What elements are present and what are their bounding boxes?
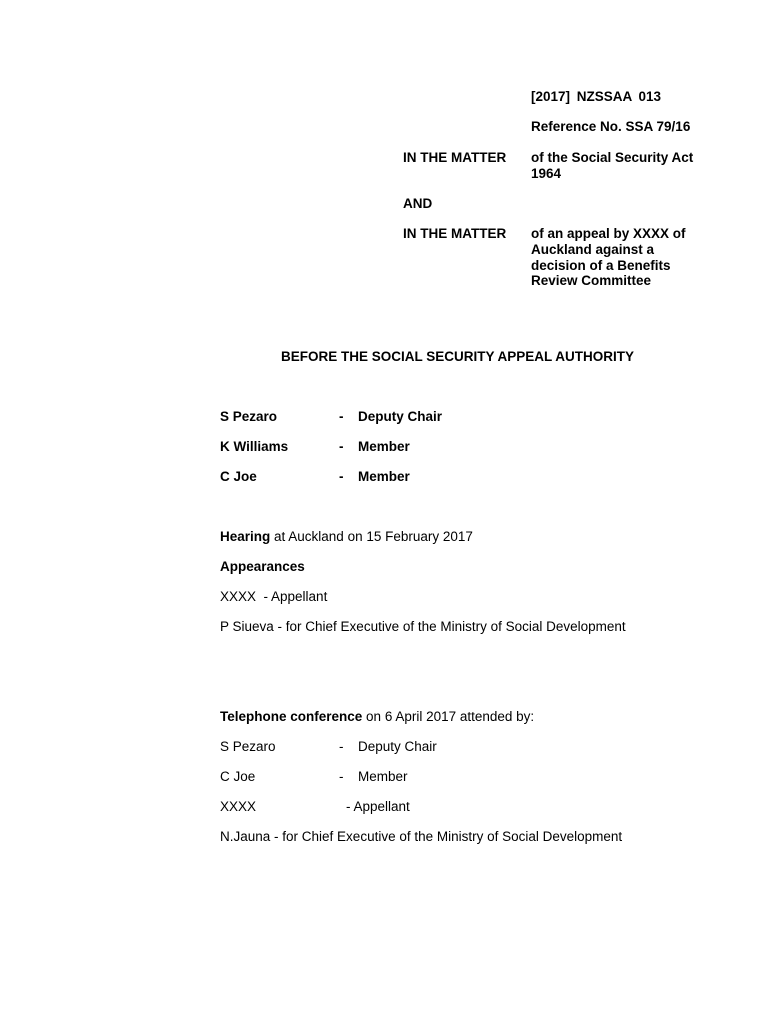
hearing-line [220, 529, 473, 545]
matter-text-2-line-2: Auckland against a [531, 242, 655, 257]
matter-text-1-line-2: 1964 [531, 166, 562, 181]
matter-text-2-line-4: Review Committee [531, 273, 652, 288]
attendee-name: S Pezaro [220, 739, 276, 754]
member-name: K Williams [220, 439, 289, 454]
attendee-dash: - [339, 769, 344, 784]
attendee-role: - Appellant [346, 799, 410, 814]
appearance-line: XXXX - Appellant [220, 589, 328, 604]
matter-text-2-line-1: of an appeal by XXXX of [531, 226, 686, 241]
telephone-line [220, 709, 534, 725]
member-name: S Pezaro [220, 409, 278, 424]
telephone-text: on 6 April 2017 attended by: [362, 709, 535, 724]
reference-number: Reference No. SSA 79/16 [531, 119, 691, 134]
hearing-label: Hearing [220, 529, 271, 544]
matter-and-label: AND [403, 196, 433, 211]
member-role: Member [358, 439, 410, 454]
member-dash: - [339, 409, 344, 424]
attendee-name: XXXX [220, 799, 257, 814]
matter-label-1: IN THE MATTER [403, 150, 507, 165]
matter-label-2: IN THE MATTER [403, 226, 507, 241]
member-name: C Joe [220, 469, 257, 484]
member-role: Deputy Chair [358, 409, 443, 424]
hearing-text: at Auckland on 15 February 2017 [270, 529, 473, 544]
appearances-heading: Appearances [220, 559, 305, 574]
member-dash: - [339, 439, 344, 454]
case-citation: [2017] NZSSAA 013 [531, 89, 662, 104]
attendee-dash: - [339, 739, 344, 754]
attendee-role: Deputy Chair [358, 739, 437, 754]
authority-title: BEFORE THE SOCIAL SECURITY APPEAL AUTHORITY [281, 349, 635, 364]
appearance-line: P Siueva - for Chief Executive of the Ministry of Social Development [220, 619, 626, 634]
attendee-name: C Joe [220, 769, 256, 784]
telephone-label: Telephone conference [220, 709, 363, 724]
matter-text-1-line-1: of the Social Security Act [531, 150, 694, 165]
attendee-role: Member [358, 769, 408, 784]
member-role: Member [358, 469, 410, 484]
member-dash: - [339, 469, 344, 484]
telephone-final-line: N.Jauna - for Chief Executive of the Ministry of Social Development [220, 829, 623, 844]
matter-text-2-line-3: decision of a Benefits [531, 258, 671, 273]
